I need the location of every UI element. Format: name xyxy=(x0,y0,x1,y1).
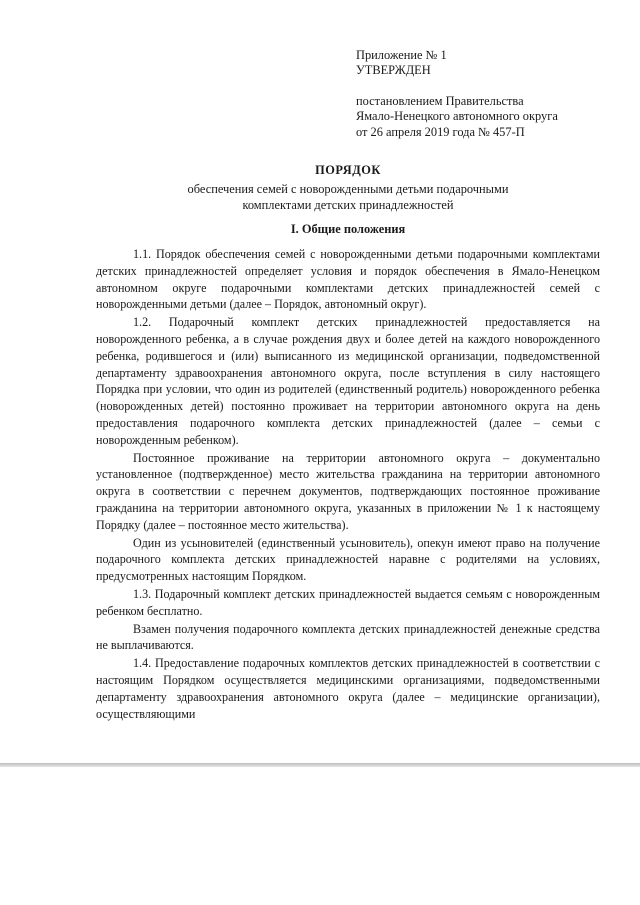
paragraph: 1.3. Подарочный комплект детских принадлежностей выдается семьям с новорожденным ребенком бесплатно. xyxy=(96,586,600,618)
section-heading: I. Общие положения xyxy=(290,222,406,236)
title-heading: ПОРЯДОК xyxy=(315,163,381,177)
approved-label: УТВЕРЖДЕН xyxy=(356,63,431,78)
title-subtitle-line-1: обеспечения семей с новорожденными детьми подарочными xyxy=(187,181,509,196)
paragraph: Постоянное проживание на территории автономного округа – документально установленное (подтвержденное) место жительства гражданина на территории автономного округа в соответствии с перечнем документов, подтверждающих постоянное проживание гражданина на территории автономного округа, указанных в приложении № 1 к настоящему Порядку (далее – постоянное место жительства). xyxy=(96,450,600,532)
paragraph: 1.2. Подарочный комплект детских принадлежностей предоставляется на новорожденного ребенка, а в случае рождения двух и более детей на каждого новорожденного ребенка, родившегося и (или) выписанного из медицинской организации, подведомственной департаменту здравоохранения автономного округа, после вступления в силу настоящего Порядка при условии, что один из родителей (единственный родитель) новорожденного ребенка (новорожденных детей) постоянно проживает на территории автономного округа на день предоставления подарочного комплекта детских принадлежностей (далее – семьи с новорожденным ребенком). xyxy=(96,315,600,447)
paragraph: Один из усыновителей (единственный усыновитель), опекун имеют право на получение подарочного комплекта детских принадлежностей наравне с родителями на условиях, предусмотренных настоящим Порядком. xyxy=(96,535,600,584)
blank-area xyxy=(0,767,640,905)
paragraph: Взамен получения подарочного комплекта детских принадлежностей денежные средства не выплачиваются. xyxy=(96,621,600,653)
resolution-line: постановлением Правительства xyxy=(356,93,524,108)
resolution-date: от 26 апреля 2019 года № 457-П xyxy=(356,124,525,139)
paragraph: 1.1. Порядок обеспечения семей с новорожденными детьми подарочными комплектами детских принадлежностей определяет условия и порядок обеспечения в Ямало-Ненецком автономном округе подарочными комплектами детских принадлежностей семей с новорожденными детьми (далее – Порядок, автономный округ). xyxy=(96,247,600,312)
document-body xyxy=(96,246,600,722)
document-title xyxy=(96,162,600,214)
title-subtitle-line-2: комплектами детских принадлежностей xyxy=(242,198,454,212)
paragraph: 1.4. Предоставление подарочных комплектов детских принадлежностей в соответствии с настоящим Порядком осуществляется медицинскими организациями, подведомственными департаменту здравоохранения автономного округа (далее – медицинские организации), осуществляющими xyxy=(96,656,600,721)
approval-block xyxy=(356,48,616,140)
appendix-number: Приложение № 1 xyxy=(356,48,447,62)
government-name: Ямало-Ненецкого автономного округа xyxy=(356,109,558,124)
